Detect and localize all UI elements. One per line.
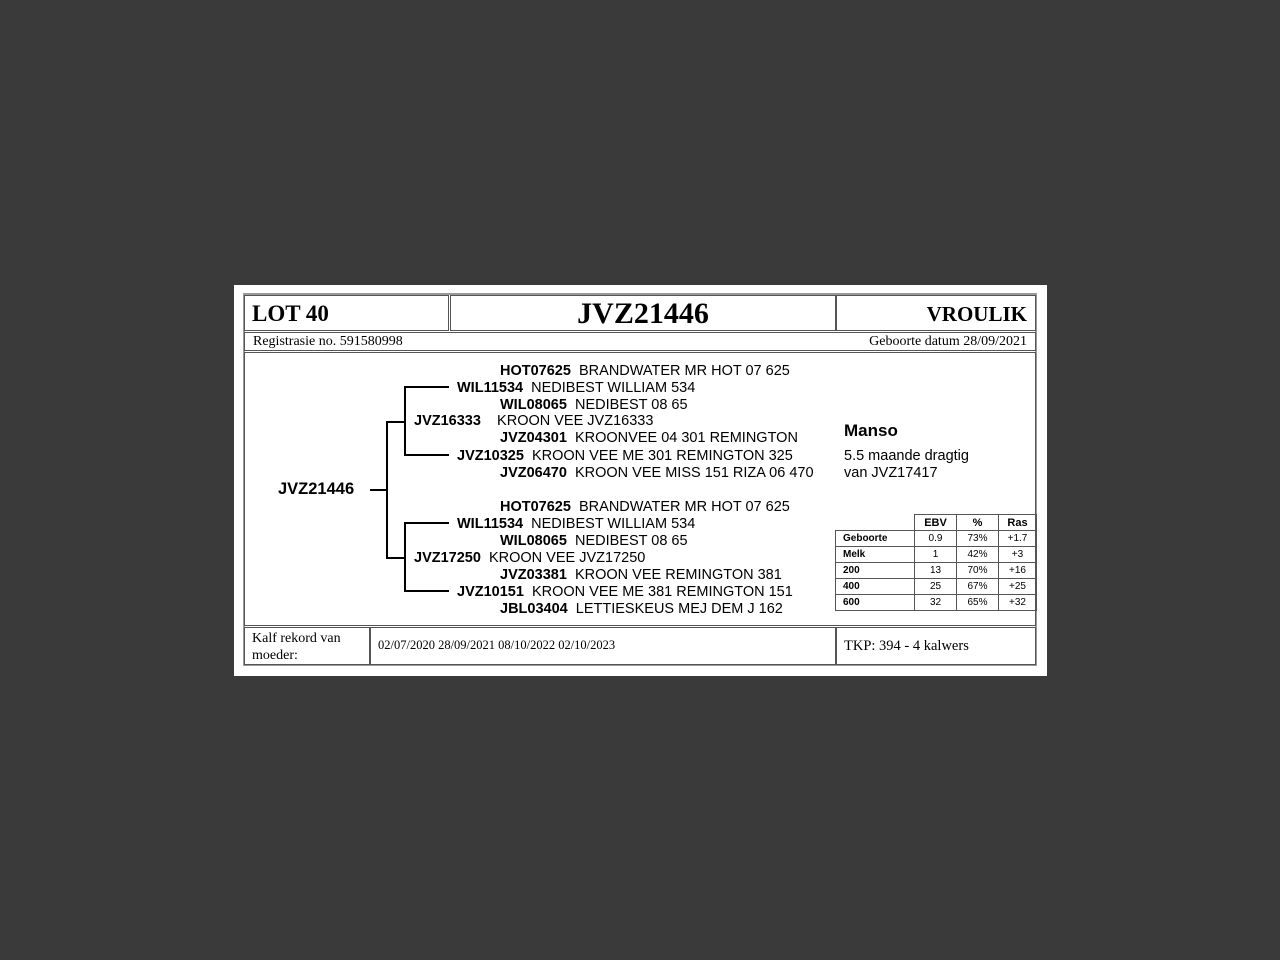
pedigree-connector — [404, 454, 449, 456]
sex-label: VROULIK — [926, 302, 1027, 326]
pedigree-sire-sire-dam: WIL08065 NEDIBEST 08 65 — [500, 397, 688, 413]
registration-row — [244, 332, 1036, 351]
pedigree-dam-sire: WIL11534 NEDIBEST WILLIAM 534 — [457, 516, 696, 532]
pedigree-dam-dam-sire: JVZ03381 KROON VEE REMINGTON 381 — [500, 567, 782, 583]
pedigree-sire-sire: WIL11534 NEDIBEST WILLIAM 534 — [457, 380, 696, 396]
subject-animal-id: JVZ21446 — [278, 480, 355, 498]
calf-record-dates: 02/07/2020 28/09/2021 08/10/2022 02/10/2023 — [378, 638, 616, 652]
pedigree-connector — [404, 386, 449, 388]
pedigree-connector — [404, 522, 406, 592]
tkp-cell — [836, 627, 1036, 665]
ebv-header-ebv: EBV — [915, 515, 957, 531]
pedigree-connector — [386, 421, 405, 423]
pedigree-connector — [404, 590, 449, 592]
calf-record-label-cell — [244, 627, 370, 665]
ebv-header-ras: Ras — [999, 515, 1037, 531]
registration-number: Registrasie no. 591580998 — [253, 334, 403, 349]
lot-card — [234, 285, 1047, 676]
pedigree-connector — [386, 557, 405, 559]
pedigree-dam-sire-sire: HOT07625 BRANDWATER MR HOT 07 625 — [500, 499, 790, 515]
pregnancy-sire: van JVZ17417 — [844, 465, 938, 481]
pedigree-dam-sire-dam: WIL08065 NEDIBEST 08 65 — [500, 533, 688, 549]
animal-id-title: JVZ21446 — [577, 297, 709, 330]
lot-number: LOT 40 — [252, 301, 329, 326]
ebv-table — [835, 514, 1037, 611]
lot-cell — [244, 295, 449, 331]
tkp-value: TKP: 394 - 4 kalwers — [844, 638, 969, 654]
pedigree-connector — [370, 489, 387, 491]
calf-record-label: Kalf rekord van moeder: — [252, 631, 341, 663]
ebv-row: 200 13 70% +16 — [836, 563, 1037, 579]
pedigree-connector — [386, 421, 388, 559]
ebv-header-pct: % — [957, 515, 999, 531]
sex-cell — [836, 295, 1036, 331]
pedigree-sire: JVZ16333 KROON VEE JVZ16333 — [414, 413, 654, 429]
pedigree-sire-dam-sire: JVZ04301 KROONVEE 04 301 REMINGTON — [500, 430, 798, 446]
birth-date: Geboorte datum 28/09/2021 — [869, 334, 1027, 349]
ebv-row: 400 25 67% +25 — [836, 579, 1037, 595]
pedigree-connector — [404, 522, 449, 524]
ebv-row: 600 32 65% +32 — [836, 595, 1037, 611]
pedigree-sire-dam: JVZ10325 KROON VEE ME 301 REMINGTON 325 — [457, 448, 793, 464]
pedigree-sire-sire-sire: HOT07625 BRANDWATER MR HOT 07 625 — [500, 363, 790, 379]
calf-record-dates-cell — [370, 627, 836, 665]
pedigree-sire-dam-dam: JVZ06470 KROON VEE MISS 151 RIZA 06 470 — [500, 465, 814, 481]
pregnancy-status: 5.5 maande dragtig — [844, 448, 969, 464]
pedigree-connector — [404, 386, 406, 456]
breed-type: Manso — [844, 421, 898, 440]
ebv-row: Melk 1 42% +3 — [836, 547, 1037, 563]
pedigree-dam-dam-dam: JBL03404 LETTIESKEUS MEJ DEM J 162 — [500, 601, 783, 617]
pedigree-dam: JVZ17250 KROON VEE JVZ17250 — [414, 550, 646, 566]
animal-id-cell — [450, 295, 836, 331]
ebv-row: Geboorte 0.9 73% +1.7 — [836, 531, 1037, 547]
pedigree-dam-dam: JVZ10151 KROON VEE ME 381 REMINGTON 151 — [457, 584, 793, 600]
